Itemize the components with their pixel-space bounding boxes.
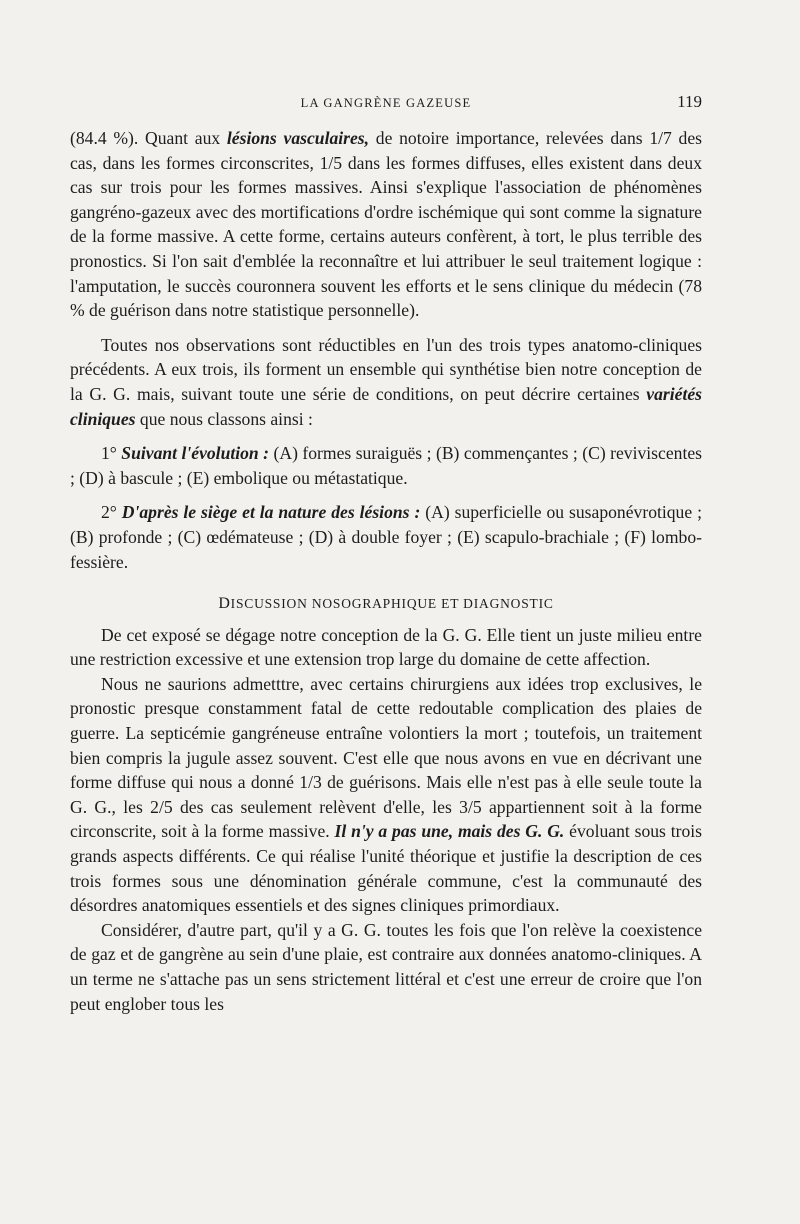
section-heading: DISCUSSION NOSOGRAPHIQUE ET DIAGNOSTIC bbox=[218, 595, 554, 613]
paragraph-6: Nous ne saurions admetttre, avec certains chirurgiens aux idées trop exclusives, le pronostic presque constamment fatal de cette redoutable complication des plaies de guerre. La septicémie gangréneuse entraîne volontiers la mort ; toutefois, un traitement bien compris la jugule assez souvent. C'est elle que nous avons en vue en décrivant une forme diffuse qui nous a donné 1/3 de guérisons. Mais elle n'est pas à elle seule toute la G. G., les 2/5 des cas seulement relèvent d'elle, les 3/5 appartiennent soit à la forme circonscrite, soit à la forme massive. Il n'y a pas une, mais des G. G. évoluant sous trois grands aspects différents. Ce qui réalise l'unité théorique et justifie la description de ces trois formes sous une dénomination générale commune, c'est la communauté des désordres anatomiques essentiels et des signes cliniques primordiaux. bbox=[70, 673, 703, 916]
emphasis-suivant-evolution: Suivant l'évolution : bbox=[121, 443, 270, 464]
list-item-siege: 2° D'après le siège et la nature des lésions : (A) superficielle ou susaponévrotique ; (B) profonde ; (C) œdémateuse ; (D) à double foyer ; (E) scapulo-brachiale ; (F) lombo-fessière. bbox=[70, 502, 702, 572]
emphasis-pas-une: Il n'y a pas une, mais des G. G. bbox=[334, 821, 565, 842]
paragraph-5: De cet exposé se dégage notre conception de la G. G. Elle tient un juste milieu entre une restriction excessive et une extension trop large du domaine de cette affection. bbox=[70, 624, 702, 670]
paragraph-2: Toutes nos observations sont réductibles en l'un des trois types anatomo-cliniques précédents. A eux trois, ils forment un ensemble qui synthétise bien notre conception de la G. G. mais, suivant toute une série de conditions, on peut décrire certaines variétés cliniques que nous classons ainsi : bbox=[70, 334, 702, 429]
paragraph-7: Considérer, d'autre part, qu'il y a G. G. toutes les fois que l'on relève la coexistence de gaz et de gangrène au sein d'une plaie, est contraire aux données anatomo-cliniques. A un terme ne s'attache pas un sens strictement littéral et c'est une erreur de croire que l'on peut englober tous les bbox=[70, 919, 702, 1014]
paragraph-1: (84.4 %). Quant aux lésions vasculaires, de notoire importance, relevées dans 1/7 des cas, dans les formes circonscrites, 1/5 dans les formes diffuses, elles existent dans deux cas sur trois pour les formes massives. Ainsi s'explique l'association de phénomènes gangréno-gazeux avec des mortifications d'ordre ischémique qui sont comme la signature de la forme massive. A cette forme, certains auteurs confèrent, à tort, le plus terrible des pronostics. Si l'on sait d'emblée la reconnaître et lui attribuer le seul traitement logique : l'amputation, le succès couronnera souvent les efforts et le sens clinique du médecin (78 % de guérison dans notre statistique personnelle). bbox=[70, 128, 703, 321]
emphasis-lesions-vasculaires: lésions vasculaires, bbox=[226, 128, 370, 148]
emphasis-siege-nature: D'après le siège et la nature des lésions : bbox=[121, 502, 421, 523]
body-text bbox=[70, 126, 702, 1016]
running-head bbox=[70, 92, 702, 120]
running-title: LA GANGRÈNE GAZEUSE bbox=[300, 96, 472, 110]
page-number: 119 bbox=[677, 92, 702, 111]
list-item-evolution: 1° Suivant l'évolution : (A) formes suraiguës ; (B) commençantes ; (C) reviviscentes ; (D) à bascule ; (E) embolique ou métastatique. bbox=[70, 443, 702, 488]
emphasis-varietes-cliniques: variétés cliniques bbox=[70, 383, 702, 429]
